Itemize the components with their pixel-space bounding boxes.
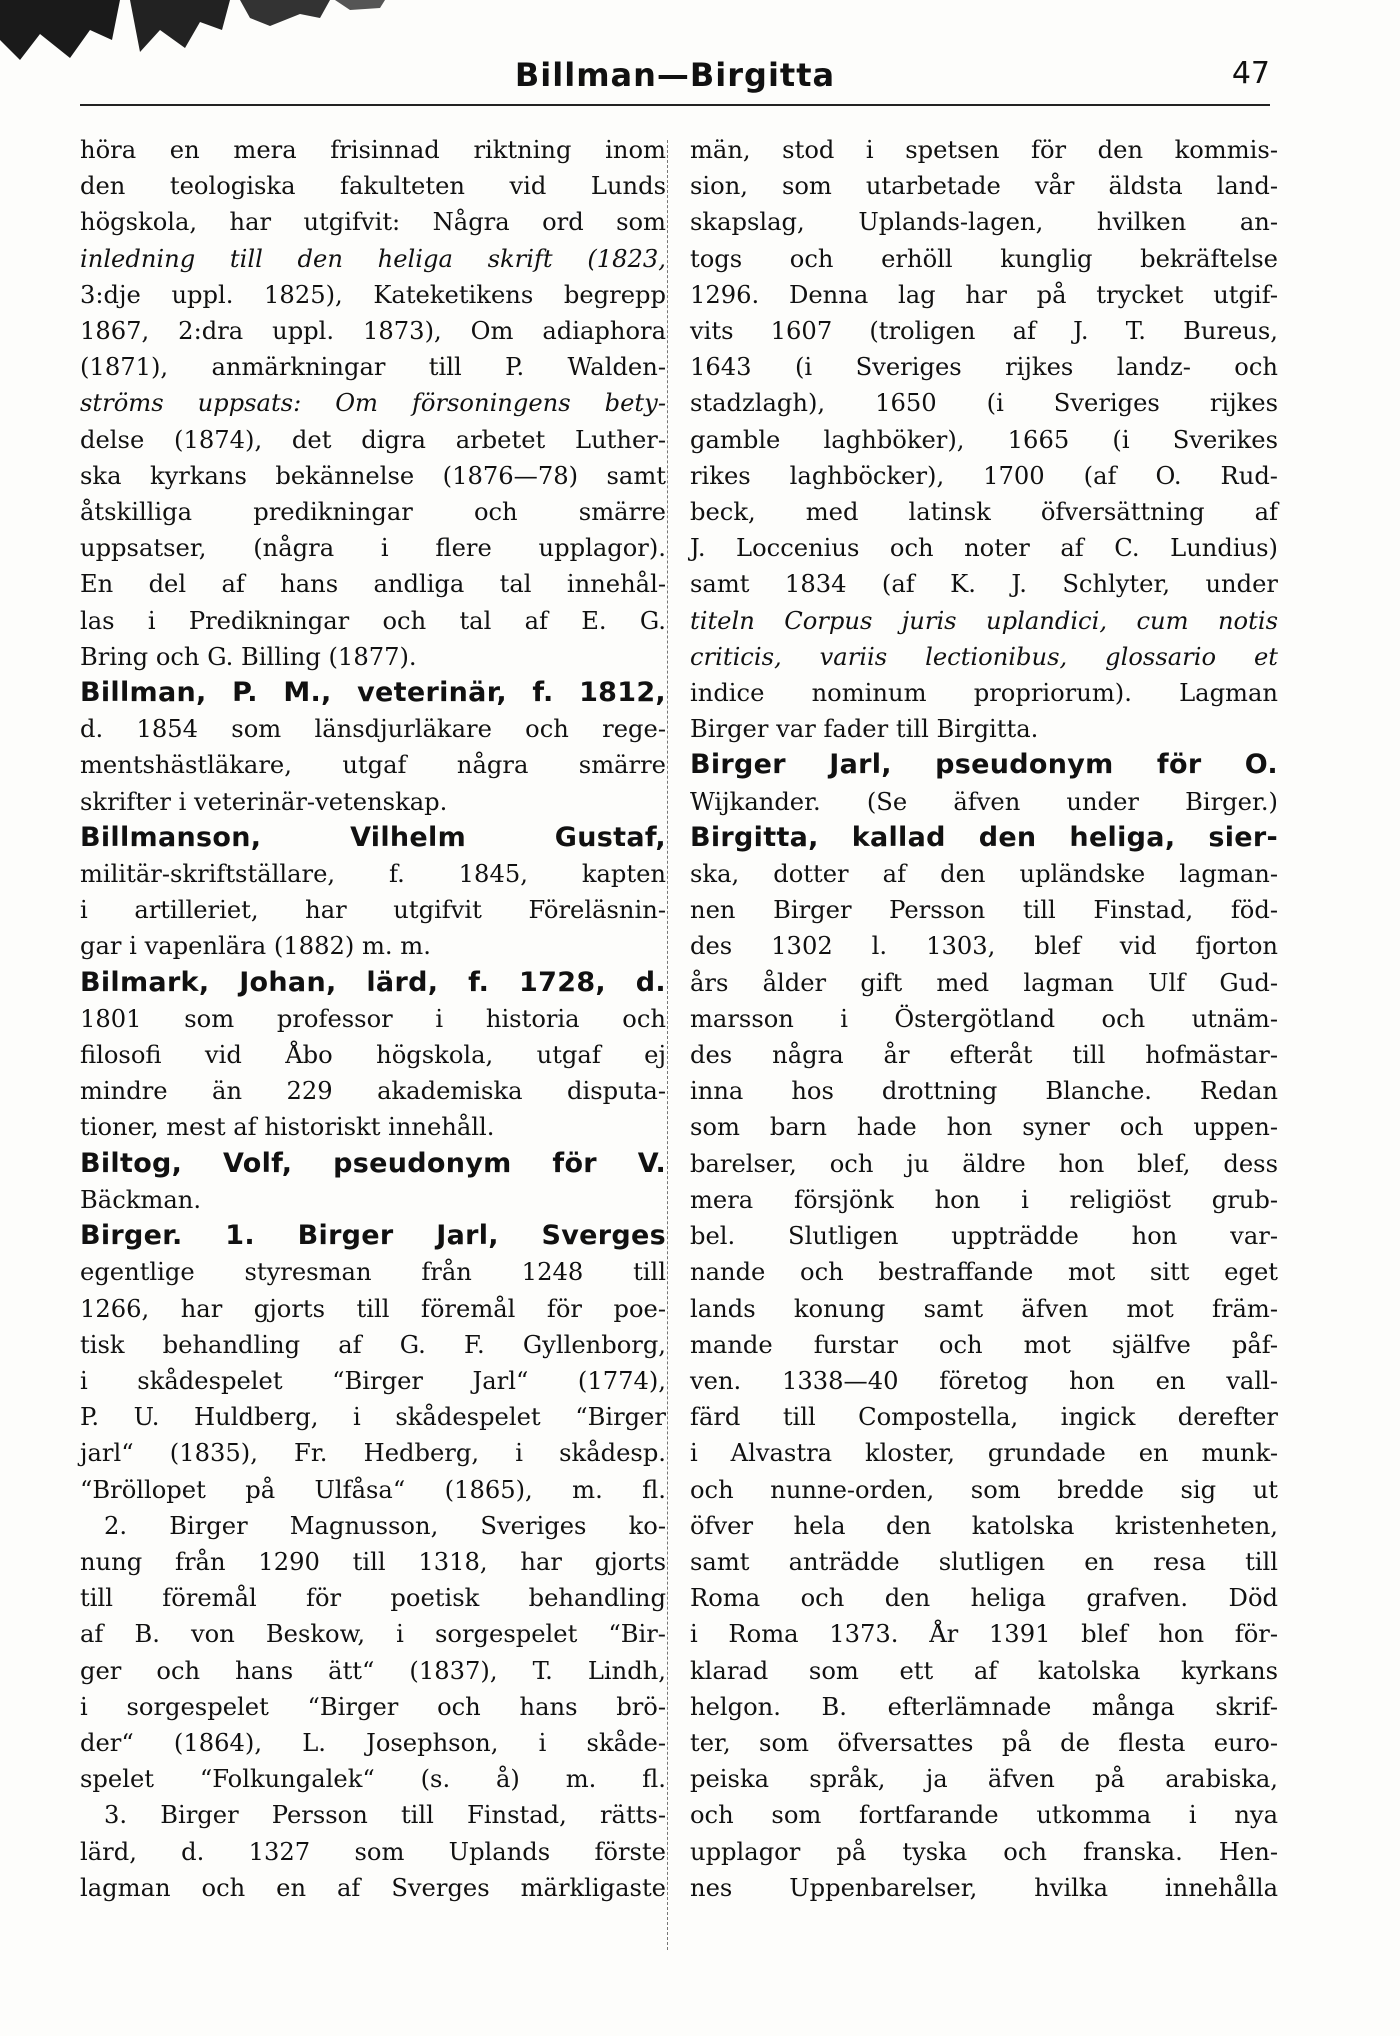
text-line: i artilleriet, har utgifvit Föreläsnin- (80, 896, 666, 925)
text-line: åtskilliga predikningar och smärre (80, 498, 666, 527)
text-line: till föremål för poetisk behandling (80, 1584, 666, 1613)
text-line: sion, som utarbetade vår äldsta land- (690, 172, 1278, 201)
text-line: i Alvastra kloster, grundade en munk- (690, 1439, 1278, 1468)
text-line: ströms uppsats: Om försoningens bety- (80, 389, 666, 418)
text-line: den teologiska fakulteten vid Lunds (80, 172, 666, 201)
text-line: mentshästläkare, utgaf några smärre (80, 751, 666, 780)
text-line: P. U. Huldberg, i skådespelet “Birger (80, 1403, 666, 1432)
text-line: inna hos drottning Blanche. Redan (690, 1077, 1278, 1106)
text-line: ven. 1338—40 företog hon en vall- (690, 1366, 1278, 1395)
running-head: Billman—Birgitta (514, 56, 836, 94)
text-line: J. Loccenius och noter af C. Lundius) (690, 534, 1278, 563)
text-line: vits 1607 (troligen af J. T. Bureus, (690, 317, 1278, 346)
text-line: Birger var fader till Birgitta. (690, 715, 1039, 744)
page-header (80, 56, 1270, 106)
text-line: 1867, 2:dra uppl. 1873), Om adiaphora (80, 317, 666, 346)
text-line: 2. Birger Magnusson, Sveriges ko- (104, 1511, 666, 1540)
text-line: män, stod i spetsen för den kommis- (690, 136, 1278, 164)
text-line: färd till Compostella, ingick derefter (690, 1403, 1278, 1432)
header-rule (80, 104, 1270, 106)
text-line: i skådespelet “Birger Jarl“ (1774), (80, 1366, 666, 1395)
text-line: samt 1834 (af K. J. Schlyter, under (690, 570, 1278, 599)
text-line: inledning till den heliga skrift (1823, (80, 244, 666, 273)
text-line: togs och erhöll kunglig bekräftelse (690, 244, 1278, 273)
text-line: Wijkander. (Se äfven under Birger.) (690, 787, 1278, 816)
text-line: helgon. B. efterlämnade många skrif- (690, 1692, 1278, 1721)
text-line: gamble laghböker), 1665 (i Sverikes (690, 425, 1278, 454)
text-line: mera försjönk hon i religiöst grub- (690, 1185, 1278, 1214)
text-line: der“ (1864), L. Josephson, i skåde- (80, 1728, 666, 1757)
text-line: rikes laghböcker), 1700 (af O. Rud- (690, 461, 1278, 490)
text-line: mande furstar och mot själfve påf- (690, 1330, 1278, 1359)
text-line: spelet “Folkungalek“ (s. å) m. fl. (80, 1765, 666, 1794)
text-line: delse (1874), det digra arbetet Luther- (80, 425, 666, 454)
entry-heading: Birgitta, kallad den heliga, sier- (690, 821, 1278, 853)
text-line: marsson i Östergötland och utnäm- (690, 1004, 1278, 1033)
text-line: bel. Slutligen uppträdde hon var- (690, 1222, 1278, 1251)
text-line: (1871), anmärkningar till P. Walden- (80, 353, 666, 382)
text-line: klarad som ett af katolska kyrkans (690, 1656, 1278, 1685)
text-line: ter, som öfversattes på de flesta euro- (690, 1728, 1278, 1757)
text-line: d. 1854 som länsdjurläkare och rege- (80, 715, 666, 744)
text-line: En del af hans andliga tal innehål- (80, 570, 666, 599)
text-line: 1296. Denna lag har på trycket utgif- (690, 280, 1278, 309)
text-line: som barn hade hon syner och uppen- (690, 1113, 1278, 1142)
text-line: nen Birger Persson till Finstad, föd- (690, 896, 1278, 925)
text-line: höra en mera frisinnad riktning inom (80, 136, 666, 164)
text-line: gar i vapenlära (1882) m. m. (80, 932, 431, 961)
text-line: och som fortfarande utkomma i nya (690, 1801, 1278, 1830)
text-line: Bäckman. (80, 1185, 202, 1214)
text-line: mindre än 229 akademiska disputa- (80, 1077, 666, 1106)
entry-heading: Biltog, Volf, pseudonym för V. (80, 1147, 666, 1179)
entry-heading: Bilmark, Johan, lärd, f. 1728, d. (80, 966, 666, 998)
entry-heading: Birger. 1. Birger Jarl, Sverges (80, 1220, 666, 1252)
text-line: i Roma 1373. År 1391 blef hon för- (690, 1620, 1278, 1649)
text-line: peiska språk, ja äfven på arabiska, (690, 1765, 1278, 1794)
text-line: stadzlagh), 1650 (i Sveriges rijkes (690, 389, 1278, 418)
text-line: af B. von Beskow, i sorgespelet “Bir- (80, 1620, 666, 1649)
text-line: criticis, variis lectionibus, glossario et (690, 642, 1278, 671)
text-line: ger och hans ätt“ (1837), T. Lindh, (80, 1656, 666, 1685)
text-line: jarl“ (1835), Fr. Hedberg, i skådesp. (80, 1439, 666, 1468)
text-line: ska kyrkans bekännelse (1876—78) samt (80, 461, 666, 490)
page-number: 47 (1231, 56, 1270, 91)
text-line: nung från 1290 till 1318, har gjorts (80, 1547, 666, 1576)
text-line: Bring och G. Billing (1877). (80, 642, 417, 671)
text-line: öfver hela den katolska kristenheten, (690, 1511, 1278, 1540)
text-line: högskola, har utgifvit: Några ord som (80, 208, 666, 237)
text-line: “Bröllopet på Ulfåsa“ (1865), m. fl. (80, 1475, 666, 1504)
left-column (80, 132, 666, 1906)
text-line: lagman och en af Sverges märkligaste (80, 1873, 666, 1902)
text-line: samt anträdde slutligen en resa till (690, 1547, 1278, 1576)
text-line: militär-skriftställare, f. 1845, kapten (80, 860, 666, 889)
right-column (690, 132, 1278, 1906)
text-line: tioner, mest af historiskt innehåll. (80, 1113, 495, 1142)
text-line: ska, dotter af den upländske lagman- (690, 860, 1278, 889)
entry-heading: Billman, P. M., veterinär, f. 1812, (80, 677, 666, 709)
text-line: lands konung samt äfven mot främ- (690, 1294, 1278, 1323)
text-line: indice nominum propriorum). Lagman (690, 679, 1278, 708)
column-divider (667, 140, 668, 1950)
text-line: 3. Birger Persson till Finstad, rätts- (104, 1801, 666, 1830)
text-line: nes Uppenbarelser, hvilka innehålla (690, 1873, 1278, 1902)
text-line: skapslag, Uplands-lagen, hvilken an- (690, 208, 1278, 237)
text-line: 3:dje uppl. 1825), Kateketikens begrepp (80, 280, 666, 309)
text-line: nande och bestraffande mot sitt eget (690, 1258, 1278, 1287)
text-line: beck, med latinsk öfversättning af (690, 498, 1278, 527)
text-line: års ålder gift med lagman Ulf Gud- (690, 968, 1278, 997)
entry-heading: Birger Jarl, pseudonym för O. (690, 749, 1278, 781)
text-line: des några år efteråt till hofmästar- (690, 1041, 1278, 1070)
text-line: 1266, har gjorts till föremål för poe- (80, 1294, 666, 1323)
text-line: 1643 (i Sveriges rijkes landz- och (690, 353, 1278, 382)
text-line: des 1302 l. 1303, blef vid fjorton (690, 932, 1278, 961)
text-line: och nunne-orden, som bredde sig ut (690, 1475, 1278, 1504)
text-line: uppsatser, (några i flere upplagor). (80, 534, 666, 563)
text-line: las i Predikningar och tal af E. G. (80, 606, 666, 635)
text-line: i sorgespelet “Birger och hans brö- (80, 1692, 666, 1721)
text-line: 1801 som professor i historia och (80, 1004, 666, 1033)
text-line: titeln Corpus juris uplandici, cum notis (690, 606, 1278, 635)
entry-heading: Billmanson, Vilhelm Gustaf, (80, 821, 666, 853)
text-line: upplagor på tyska och franska. Hen- (690, 1837, 1278, 1866)
text-line: barelser, och ju äldre hon blef, dess (690, 1149, 1278, 1178)
text-line: egentlige styresman från 1248 till (80, 1258, 666, 1287)
text-line: skrifter i veterinär-vetenskap. (80, 787, 448, 816)
text-line: lärd, d. 1327 som Uplands förste (80, 1837, 666, 1866)
text-line: Roma och den heliga grafven. Död (690, 1584, 1278, 1613)
text-line: filosofi vid Åbo högskola, utgaf ej (80, 1041, 666, 1070)
text-line: tisk behandling af G. F. Gyllenborg, (80, 1330, 666, 1359)
